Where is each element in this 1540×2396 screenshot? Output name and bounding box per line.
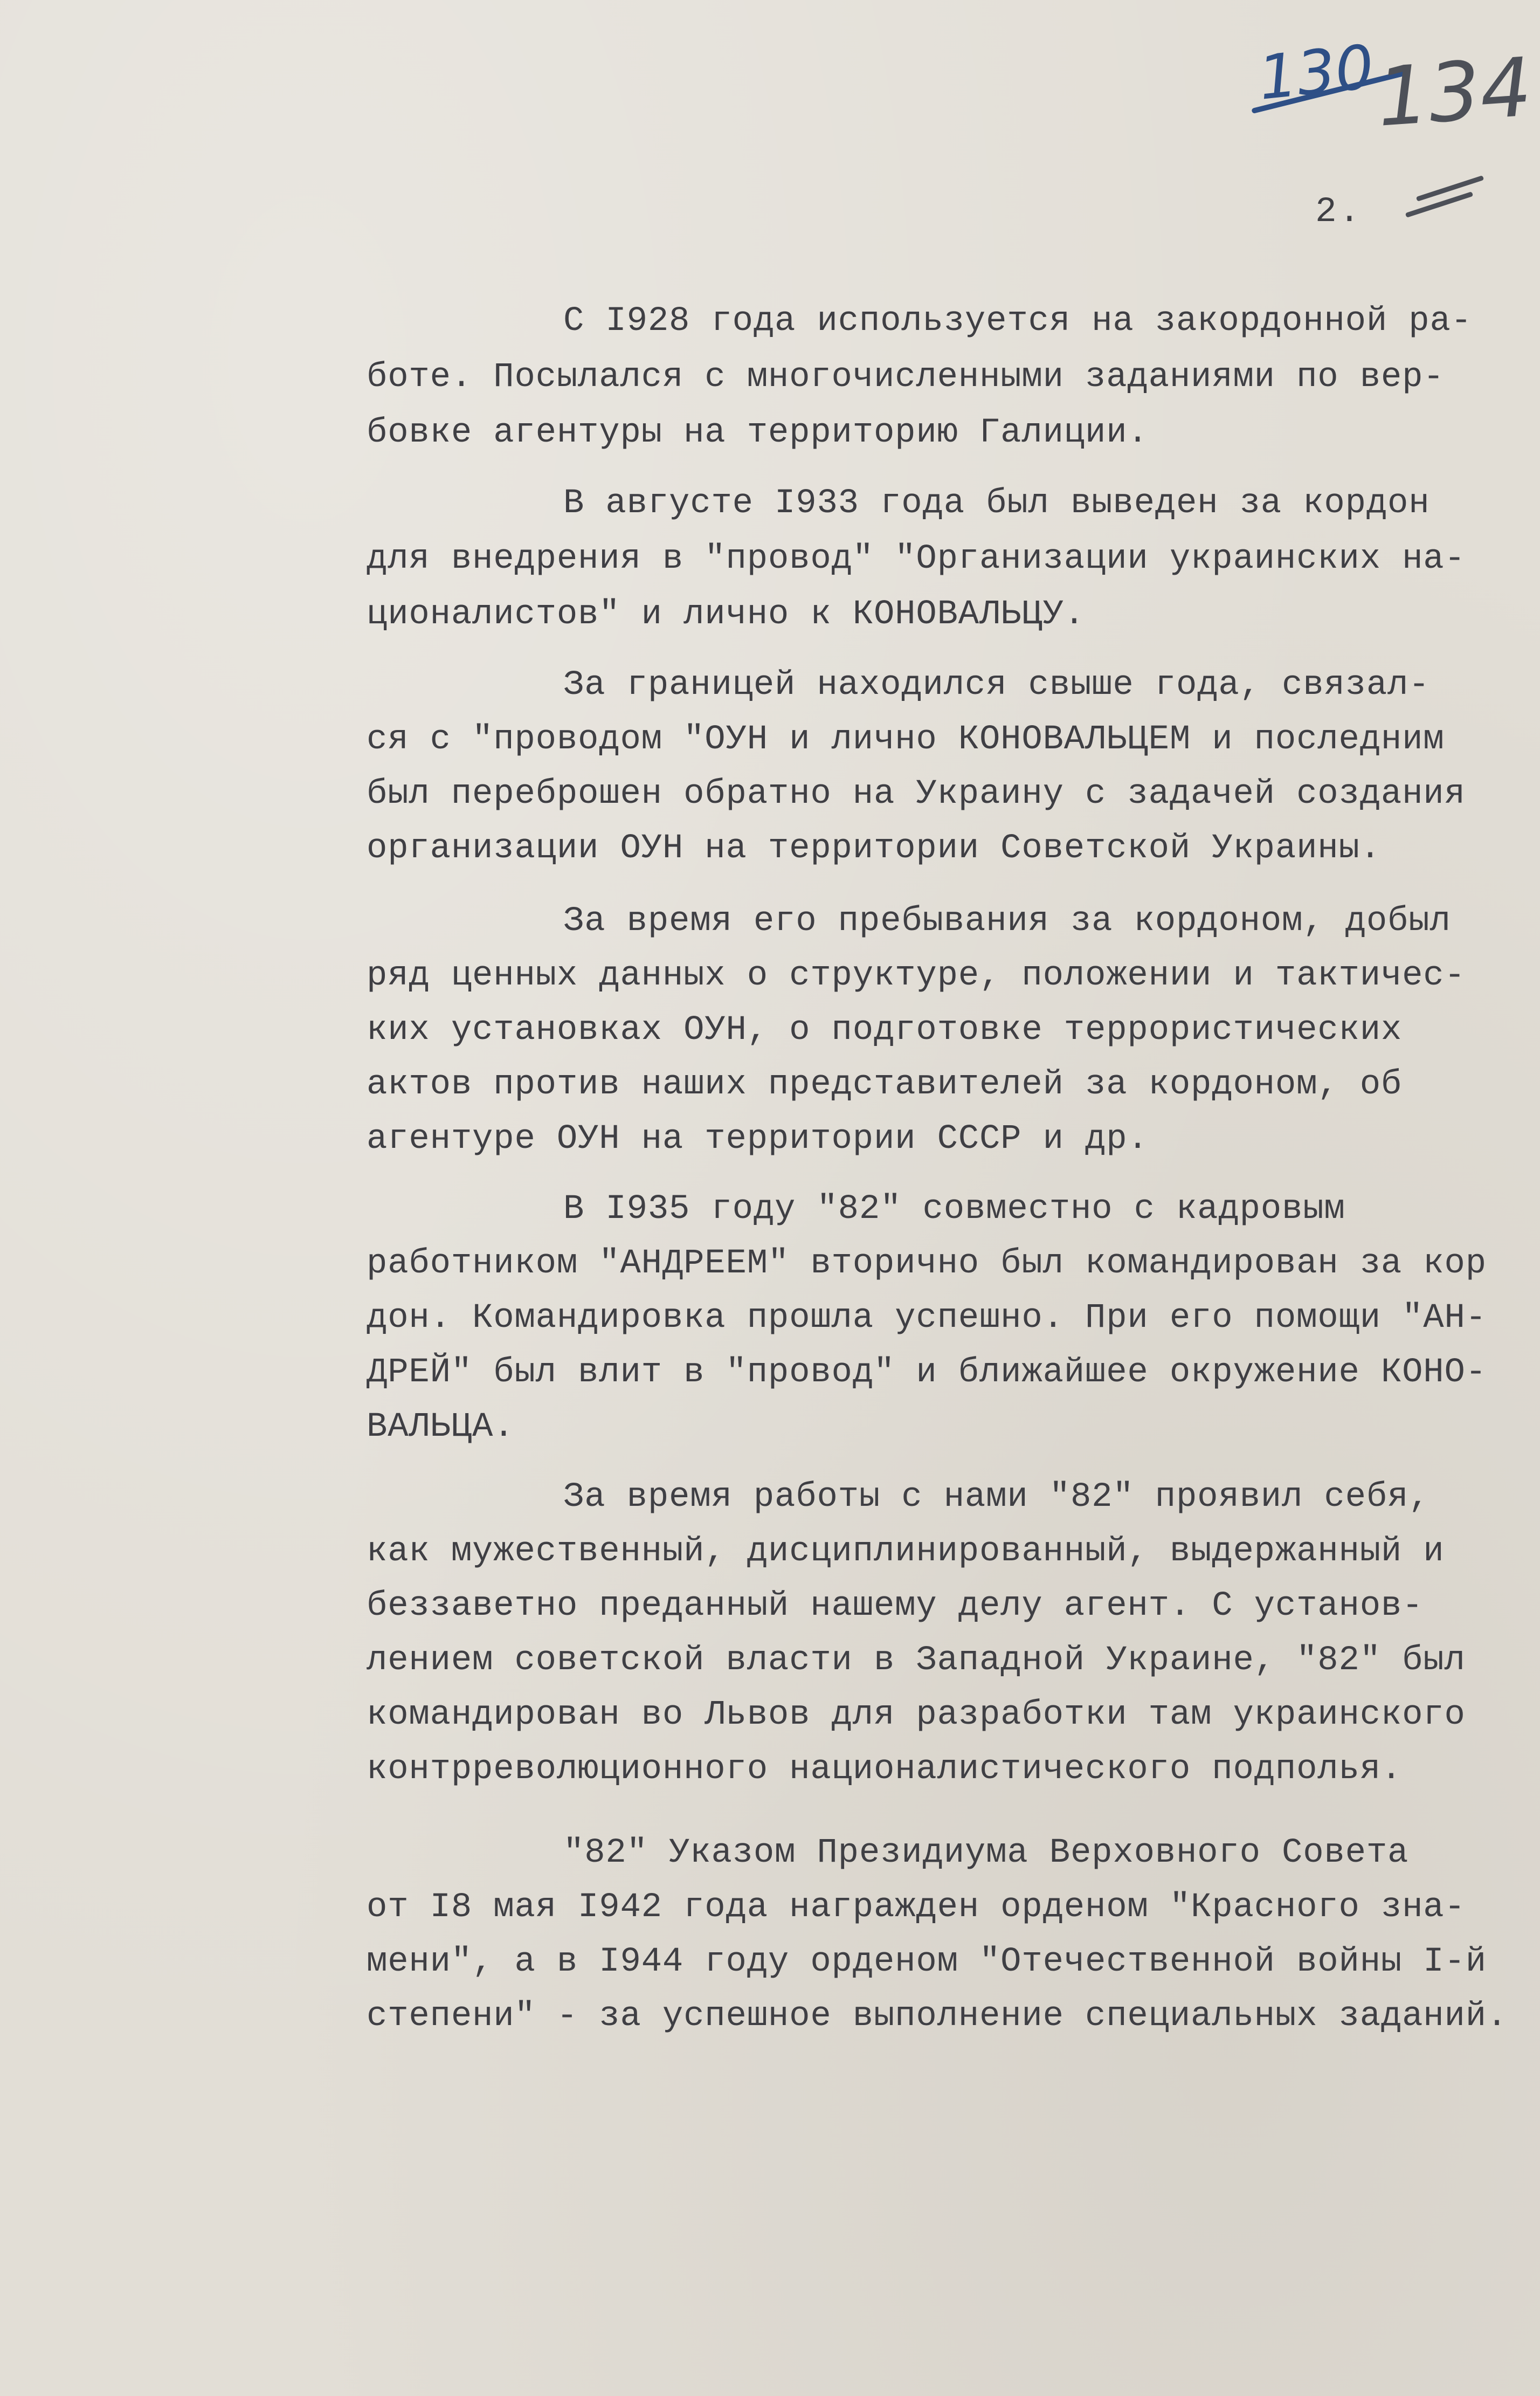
text-line: мени", а в I944 году орденом "Отечественной войны I-й xyxy=(367,1943,1487,1981)
text-line: "82" Указом Президиума Верховного Совета xyxy=(563,1834,1409,1872)
text-line: организации ОУН на территории Советской Украины. xyxy=(367,829,1381,868)
text-line: лением советской власти в Западной Украине, "82" был xyxy=(367,1641,1466,1680)
handwritten-dash-mark xyxy=(1404,186,1480,218)
text-line: За время его пребывания за кордоном, добыл xyxy=(563,902,1451,941)
text-line: ких установках ОУН, о подготовке террористических xyxy=(367,1011,1403,1050)
text-line: ДРЕЙ" был влит в "провод" и ближайшее окружение КОНО- xyxy=(367,1353,1487,1392)
text-line: За границей находился свыше года, связал- xyxy=(563,666,1430,705)
archive-folio-old: 130 xyxy=(1255,32,1377,114)
page-number: 2. xyxy=(1315,191,1363,232)
text-line: командирован во Львов для разработки там украинского xyxy=(367,1696,1466,1734)
text-line: В августе I933 года был выведен за кордон xyxy=(563,484,1430,523)
text-line: для внедрения в "провод" "Организации украинских на- xyxy=(367,540,1466,579)
text-line: ционалистов" и лично к КОНОВАЛЬЦУ. xyxy=(367,595,1086,634)
text-line: С I928 года используется на закордонной ра- xyxy=(563,302,1472,341)
text-line: был переброшен обратно на Украину с задачей создания xyxy=(367,775,1466,814)
text-line: агентуре ОУН на территории СССР и др. xyxy=(367,1120,1149,1159)
text-line: работником "АНДРЕЕМ" вторично был командирован за кор xyxy=(367,1244,1487,1283)
text-line: актов против наших представителей за кордоном, об xyxy=(367,1065,1403,1104)
text-line: как мужественный, дисциплинированный, выдержанный и xyxy=(367,1532,1445,1571)
text-line: В I935 году "82" совместно с кадровым xyxy=(563,1190,1345,1229)
text-line: бовке агентуры на территорию Галиции. xyxy=(367,414,1149,452)
text-line: ряд ценных данных о структуре, положении и тактичес- xyxy=(367,956,1466,995)
text-line: боте. Посылался с многочисленными заданиями по вер- xyxy=(367,358,1445,397)
text-line: контрреволюционного националистического подполья. xyxy=(367,1750,1403,1789)
text-line: ВАЛЬЦА. xyxy=(367,1408,515,1447)
text-line: ся с "проводом "ОУН и лично КОНОВАЛЬЦЕМ и последним xyxy=(367,720,1445,759)
text-line: дон. Командировка прошла успешно. При его помощи "АН- xyxy=(367,1299,1487,1338)
text-line: от I8 мая I942 года награжден орденом "Красного зна- xyxy=(367,1888,1466,1927)
text-line: беззаветно преданный нашему делу агент. С установ- xyxy=(367,1587,1424,1626)
text-line: За время работы с нами "82" проявил себя, xyxy=(563,1478,1430,1517)
archive-folio-new: 134 xyxy=(1374,40,1535,145)
text-line: степени" - за успешное выполнение специальных заданий. xyxy=(367,1997,1508,2036)
